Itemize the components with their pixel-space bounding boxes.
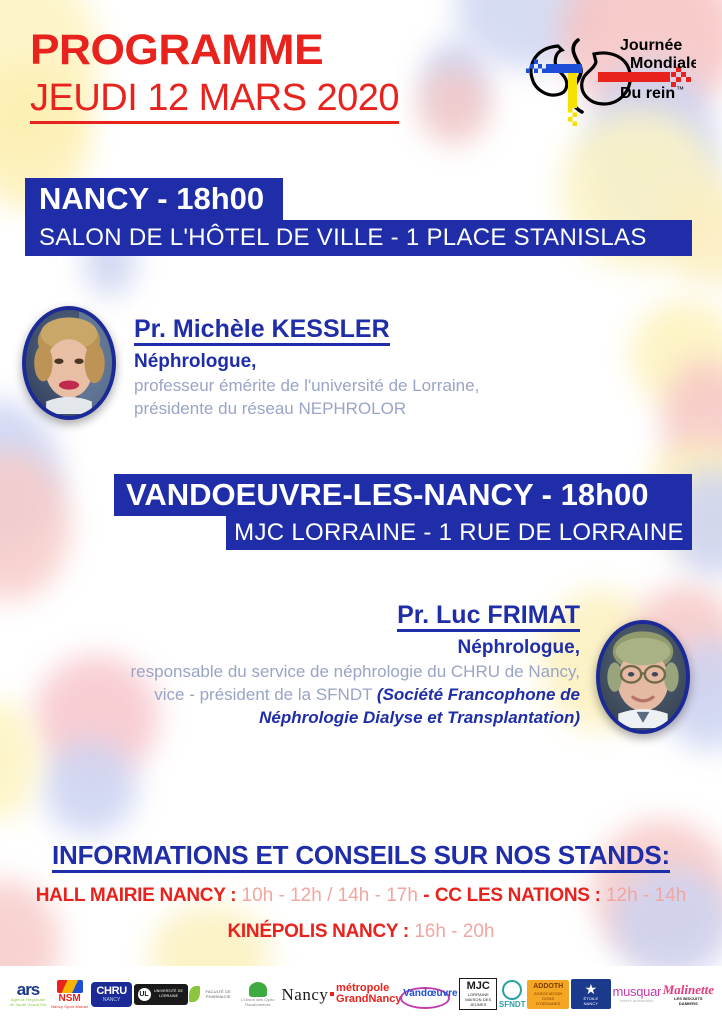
sponsor-logo-malinette bbox=[663, 974, 714, 1014]
event-city-time-bar bbox=[114, 474, 692, 516]
sponsor-sublabel: LORRAINE MAISON DES JEUNES bbox=[465, 992, 492, 1007]
sponsor-sublabel: Agence Régionale de Santé Grand Est bbox=[9, 996, 47, 1007]
sponsor-logo-musquar bbox=[613, 974, 661, 1014]
stands-separator: - bbox=[423, 885, 430, 906]
sponsor-label: musquar bbox=[612, 984, 662, 999]
sponsor-logo-addoth bbox=[527, 974, 569, 1014]
sponsor-label: SFNDT bbox=[498, 999, 526, 1009]
sponsor-logo-strip bbox=[0, 966, 722, 1024]
sponsor-logo-chru-nancy bbox=[91, 974, 132, 1014]
sponsor-label: Malinette bbox=[662, 981, 714, 997]
stand-hours: 12h - 14h bbox=[605, 885, 687, 906]
sponsor-sublabel: GrandNancy bbox=[336, 993, 402, 1005]
speaker-desc-line-2: présidente du réseau NEPHROLOR bbox=[134, 399, 407, 418]
event-venue: SALON DE L'HÔTEL DE VILLE - 1 PLACE STANISLAS bbox=[39, 224, 647, 251]
speaker-role: Néphrologue, bbox=[134, 351, 257, 372]
speaker-kessler-text bbox=[134, 306, 479, 420]
logo-trademark-text: ™ bbox=[676, 85, 684, 94]
sponsor-label: métropole bbox=[336, 982, 390, 994]
sponsor-mark bbox=[330, 992, 334, 996]
speaker-desc-line-3 bbox=[60, 706, 580, 729]
sponsor-mark bbox=[57, 980, 83, 993]
sponsor-sublabel: Nancy Sport Mutuel bbox=[51, 1003, 89, 1009]
world-kidney-day-logo bbox=[516, 28, 696, 132]
event-date: JEUDI 12 MARS 2020 bbox=[30, 76, 399, 124]
portrait-image-kessler bbox=[26, 310, 112, 414]
stand-place: HALL MAIRIE NANCY : bbox=[35, 885, 237, 906]
sponsor-logo-union-cyclo bbox=[236, 974, 280, 1014]
stands-row-1 bbox=[0, 883, 722, 909]
stand-place: KINÉPOLIS NANCY : bbox=[227, 921, 409, 942]
stands-title: INFORMATIONS ET CONSEILS SUR NOS STANDS: bbox=[52, 840, 670, 873]
speaker-desc-plain: vice - président de la SFNDT bbox=[154, 685, 377, 704]
sponsor-sublabel: L'Union des Cyclo Randonneurs bbox=[240, 996, 275, 1007]
sponsor-label: CHRU bbox=[96, 984, 127, 997]
stand-hours: 16h - 20h bbox=[414, 921, 495, 942]
sponsor-label: ars bbox=[16, 979, 40, 999]
stands-row-2 bbox=[0, 919, 722, 945]
sponsor-label: ADDOTH bbox=[533, 982, 564, 990]
speaker-kessler bbox=[22, 306, 479, 420]
avatar-michele-kessler bbox=[22, 306, 116, 420]
event-city-time-bar bbox=[25, 178, 283, 220]
logo-line2-text: Mondiale bbox=[630, 55, 696, 72]
sponsor-sublabel: FACULTÉ DE PHARMACIE bbox=[205, 989, 231, 999]
speaker-desc-line-1: professeur émérite de l'université de Lorraine, bbox=[134, 376, 480, 395]
sponsor-sublabel: ASSOCIATION DONS D'ORGANES bbox=[534, 990, 563, 1006]
stand-place: CC LES NATIONS : bbox=[434, 885, 601, 906]
sponsor-mark bbox=[189, 986, 200, 1002]
speaker-name: Pr. Luc FRIMAT bbox=[397, 602, 580, 632]
sponsor-logo-vandoeuvre bbox=[403, 974, 457, 1014]
sponsor-logo-ars bbox=[8, 974, 48, 1014]
poster-header bbox=[30, 28, 399, 124]
event-venue-bar bbox=[25, 220, 692, 256]
event-city-time: VANDOEUVRE-LES-NANCY - 18h00 bbox=[126, 477, 649, 512]
sponsor-label: UL bbox=[138, 988, 151, 1001]
speaker-name: Pr. Michèle KESSLER bbox=[134, 316, 390, 346]
sponsor-label: NSM bbox=[58, 992, 81, 1004]
speaker-frimat-text bbox=[60, 598, 580, 729]
sponsor-logo-faculte-de-pharmacie bbox=[189, 974, 234, 1014]
speaker-desc-emphasis-a: (Société Francophone de bbox=[376, 685, 580, 704]
sponsor-logo-sfndt bbox=[499, 974, 526, 1014]
event-city-time: NANCY - 18h00 bbox=[39, 181, 265, 216]
stands-info bbox=[0, 840, 722, 945]
sponsor-logo-etoile-nancy bbox=[571, 974, 611, 1014]
logo-line3-text: Du rein bbox=[620, 85, 676, 102]
page-title: PROGRAMME bbox=[30, 26, 324, 74]
event-banner-vandoeuvre bbox=[114, 474, 692, 550]
event-venue-bar bbox=[226, 516, 692, 550]
sponsor-logo-universite-de-lorraine bbox=[134, 974, 188, 1014]
speaker-desc-emphasis-b: Néphrologie Dialyse et Transplantation) bbox=[259, 708, 580, 727]
blob-yellow-far-left-700 bbox=[0, 700, 38, 820]
sponsor-mark bbox=[502, 980, 522, 1000]
sponsor-label: MJC bbox=[466, 980, 490, 992]
sponsor-sublabel: LES BISCUITS DAMIERS bbox=[673, 995, 703, 1006]
speaker-desc-line-1: responsable du service de néphrologie du CHRU de Nancy, bbox=[130, 662, 580, 681]
sponsor-sublabel: bières artisanales bbox=[620, 998, 654, 1003]
sponsor-sublabel: NANCY bbox=[102, 996, 121, 1003]
speaker-desc-line-2 bbox=[60, 683, 580, 706]
sponsor-logo-mjc-lorraine bbox=[459, 974, 497, 1014]
sponsor-sublabel: UNIVERSITÉ DE LORRAINE bbox=[154, 989, 183, 998]
speaker-frimat bbox=[60, 598, 690, 734]
portrait-image-frimat bbox=[600, 624, 686, 728]
sponsor-label: Vandœuvre bbox=[403, 988, 458, 999]
speaker-role: Néphrologue, bbox=[457, 637, 580, 658]
stand-hours: 10h - 12h / 14h - 17h bbox=[241, 885, 418, 906]
sponsor-label: Nancy bbox=[281, 984, 329, 1004]
sponsor-logo-metropole-grand-nancy bbox=[336, 974, 401, 1014]
sponsor-mark bbox=[249, 982, 267, 997]
event-venue: MJC LORRAINE - 1 RUE DE LORRAINE bbox=[234, 519, 684, 546]
logo-line1-text: Journée bbox=[620, 37, 683, 54]
sponsor-sublabel: ÉTOILE NANCY bbox=[583, 996, 599, 1006]
avatar-luc-frimat bbox=[596, 620, 690, 734]
sponsor-logo-ville-de-nancy bbox=[282, 974, 335, 1014]
star-icon: ★ bbox=[584, 981, 598, 997]
sponsor-logo-nsm bbox=[50, 974, 90, 1014]
blob-pink-midcenter bbox=[418, 65, 490, 145]
event-banner-nancy bbox=[25, 178, 692, 256]
blob-blue-left-740 bbox=[42, 740, 137, 835]
